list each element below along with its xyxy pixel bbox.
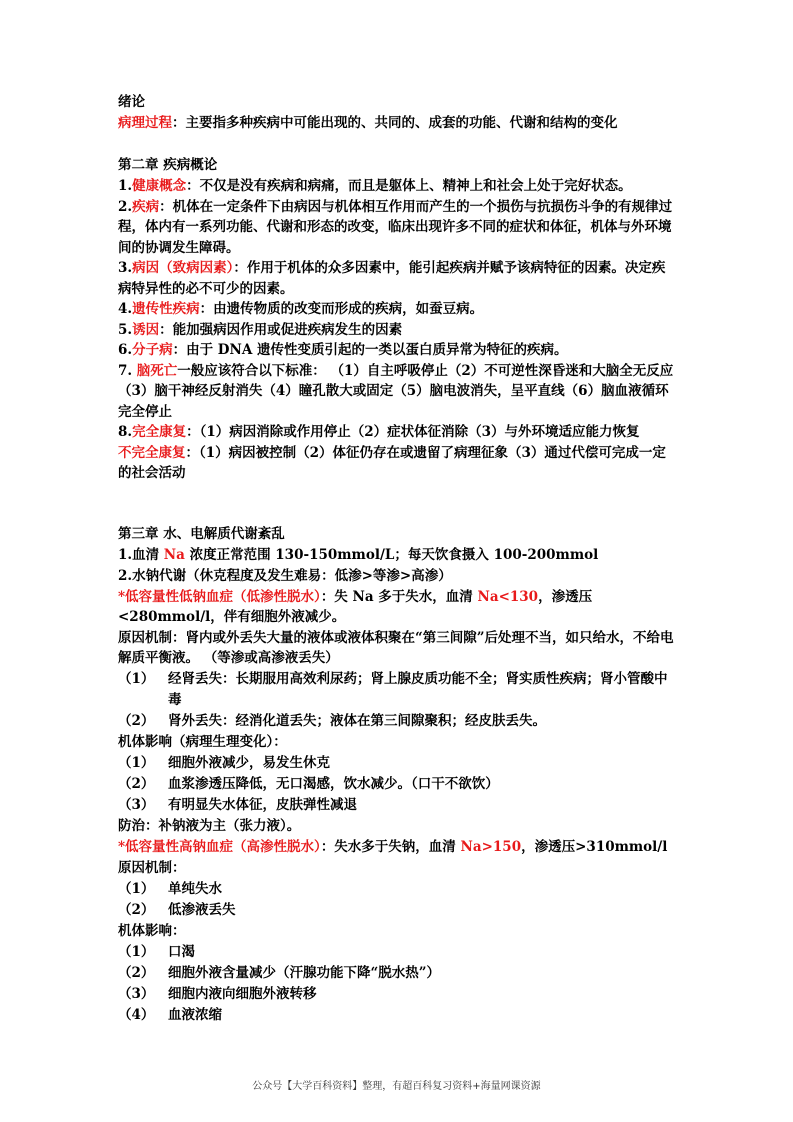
hyper-cause-title: 原因机制： bbox=[118, 859, 186, 876]
hypernatremia-definition: *低容量性高钠血症（高渗性脱水）：失水多于失钠，血清 Na>150，渗透压>310mmol/l bbox=[118, 838, 668, 855]
list-item: （1） 经肾丢失：长期服用高效利尿药；肾上腺皮质功能不全；肾实质性疾病；肾小管酸中毒 bbox=[118, 670, 668, 708]
ch2-item: 8.完全康复：（1）病因消除或作用停止（2）症状体征消除（3）与外环境适应能力恢复 bbox=[118, 424, 640, 440]
list-item: （3） 细胞内液向细胞外液转移 bbox=[118, 985, 317, 1002]
hypo-effect-title: 机体影响（病理生理变化）： bbox=[118, 733, 287, 750]
list-item: （1） 口渴 bbox=[118, 943, 195, 960]
ch2-item: 3.病因（致病因素）：作用于机体的众多因素中，能引起疾病并赋予该病特征的因素。决定疾病特异性的必不可少的因素。 bbox=[118, 260, 666, 297]
ch2-item: 4.遗传性疾病：由遗传物质的改变而形成的疾病，如蚕豆病。 bbox=[118, 301, 484, 317]
spacer bbox=[118, 484, 678, 504]
chapter2-heading: 第二章 疾病概论 bbox=[118, 157, 218, 173]
hyponatremia-definition: *低容量性低钠血症（低渗性脱水）：失 Na 多于失水，血清 Na<130，渗透压<280mmol/l，伴有细胞外液减少。 bbox=[118, 588, 593, 625]
document-body bbox=[118, 92, 678, 1026]
intro-definition: 病理过程：主要指多种疾病中可能出现的、共同的、成套的功能、代谢和结构的变化 bbox=[118, 115, 618, 131]
list-item: （2） 细胞外液含量减少（汗腺功能下降“脱水热”） bbox=[118, 964, 441, 981]
hypo-treatment: 防治：补钠液为主（张力液）。 bbox=[118, 817, 301, 834]
list-item: （2） 血浆渗透压降低，无口渴感，饮水减少。（口干不欲饮） bbox=[118, 775, 499, 792]
list-item: （1） 单纯失水 bbox=[118, 880, 222, 897]
chapter3-heading: 第三章 水、电解质代谢紊乱 bbox=[118, 525, 285, 542]
list-item: （1） 细胞外液减少，易发生休克 bbox=[118, 754, 330, 771]
ch2-item: 不完全康复：（1）病因被控制（2）体征仍存在或遗留了病理征象（3）通过代偿可完成一定的社会活动 bbox=[118, 444, 666, 481]
hyper-effect-title: 机体影响： bbox=[118, 922, 186, 939]
term-pathological-process: 病理过程 bbox=[118, 115, 172, 131]
spacer bbox=[118, 134, 678, 155]
hypo-cause-intro: 原因机制：肾内或外丢失大量的液体或液体积聚在“第三间隙”后处理不当，如只给水，不给电解质平衡液。 （等渗或高渗液丢失） bbox=[118, 629, 674, 666]
water-sodium-metabolism: 2.水钠代谢（休克程度及发生难易：低渗>等渗>高渗） bbox=[118, 567, 452, 584]
ch2-item: 1.健康概念：不仅是没有疾病和病痛，而且是躯体上、精神上和社会上处于完好状态。 bbox=[118, 178, 632, 194]
intro-heading: 绪论 bbox=[118, 94, 145, 110]
ch2-item: 6.分子病：由于 DNA 遗传性变质引起的一类以蛋白质异常为特征的疾病。 bbox=[118, 342, 568, 358]
ch2-item: 7. 脑死亡一般应该符合以下标准： （1）自主呼吸停止（2）不可逆性深昏迷和大脑全无反应（3）脑干神经反射消失（4）瞳孔散大或固定（5）脑电波消失，呈平直线（6）脑血液循环完全停止 bbox=[118, 362, 674, 420]
ch2-item: 5.诱因：能加强病因作用或促进疾病发生的因素 bbox=[118, 321, 403, 338]
spacer bbox=[118, 504, 678, 524]
list-item: （4） 血液浓缩 bbox=[118, 1006, 222, 1023]
list-item: （2） 肾外丢失：经消化道丢失；液体在第三间隙聚积；经皮肤丢失。 bbox=[118, 712, 546, 729]
list-item: （3） 有明显失水体征，皮肤弹性减退 bbox=[118, 796, 357, 813]
page-footer: 公众号【大学百科资料】整理，有超百科复习资料+海量网课资源 bbox=[252, 1081, 541, 1092]
ch2-item: 2.疾病：机体在一定条件下由病因与机体相互作用而产生的一个损伤与抗损伤斗争的有规律过程，体内有一系列功能、代谢和形态的改变，临床出现许多不同的症状和体征，机体与外环境间的协调发生障碍。 bbox=[118, 198, 673, 256]
sodium-normal-range: 1.血清 Na 浓度正常范围 130-150mmol/L；每天饮食摄入 100-200mmol bbox=[118, 546, 599, 563]
list-item: （2） 低渗液丢失 bbox=[118, 901, 236, 918]
